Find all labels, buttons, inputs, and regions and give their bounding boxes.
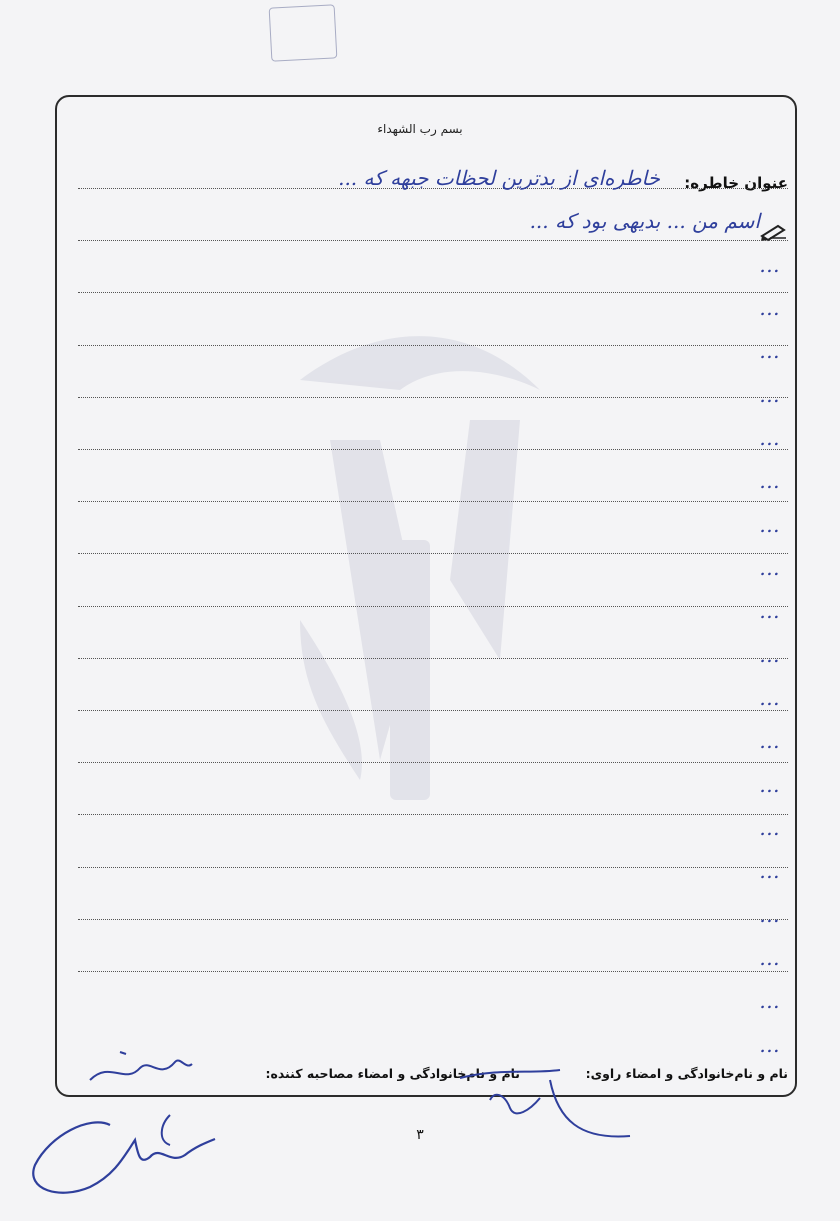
ruled-line bbox=[78, 658, 788, 659]
narrator-signature bbox=[80, 1040, 200, 1100]
ruled-line bbox=[78, 553, 788, 554]
ruled-line bbox=[78, 762, 788, 763]
ruled-line bbox=[78, 501, 788, 502]
ruled-line bbox=[78, 240, 788, 241]
handwritten-line: ... bbox=[759, 469, 780, 493]
handwritten-line: ... bbox=[759, 296, 780, 320]
handwritten-line: ... bbox=[759, 816, 780, 840]
ruled-line bbox=[78, 919, 788, 920]
handwritten-line: ... bbox=[759, 1033, 780, 1057]
handwritten-title: خاطره‌ای از بدترین لحظات جبهه که ... bbox=[338, 166, 660, 190]
handwritten-line: ... bbox=[759, 686, 780, 710]
page-title: بسم رب الشهداء bbox=[377, 122, 463, 136]
handwritten-line: ... bbox=[759, 903, 780, 927]
handwritten-line: ... bbox=[759, 643, 780, 667]
handwritten-line: ... bbox=[759, 426, 780, 450]
handwritten-line: ... bbox=[759, 253, 780, 277]
ruled-line bbox=[78, 867, 788, 868]
memory-form-card bbox=[55, 95, 797, 1097]
ruled-line bbox=[78, 971, 788, 972]
archive-stamp bbox=[269, 4, 338, 61]
ruled-line bbox=[78, 606, 788, 607]
interviewer-signature-label: نام و نام‌خانوادگی و امضاء مصاحبه کننده: bbox=[265, 1066, 520, 1081]
handwritten-line: ... bbox=[759, 513, 780, 537]
handwritten-line: ... bbox=[759, 339, 780, 363]
handwritten-line: ... bbox=[759, 729, 780, 753]
ruled-line bbox=[78, 449, 788, 450]
pen-icon bbox=[760, 222, 788, 242]
memory-title-label: عنوان خاطره: bbox=[684, 174, 788, 192]
handwritten-line: ... bbox=[759, 599, 780, 623]
handwritten-line: ... bbox=[759, 989, 780, 1013]
ruled-line bbox=[78, 397, 788, 398]
large-signature bbox=[20, 1095, 220, 1205]
narrator-signature-label: نام و نام‌خانوادگی و امضاء راوی: bbox=[585, 1066, 788, 1081]
ruled-line bbox=[78, 345, 788, 346]
handwritten-line: ... bbox=[759, 773, 780, 797]
handwritten-line: ... bbox=[759, 383, 780, 407]
ruled-line bbox=[78, 814, 788, 815]
ruled-line bbox=[78, 710, 788, 711]
handwritten-line: ... bbox=[759, 859, 780, 883]
page-number: ۳ bbox=[416, 1127, 424, 1143]
handwritten-line: ... bbox=[759, 946, 780, 970]
handwritten-line: اسم من ... بدیهی بود که ... bbox=[529, 209, 760, 233]
handwritten-line: ... bbox=[759, 556, 780, 580]
ruled-line bbox=[78, 292, 788, 293]
